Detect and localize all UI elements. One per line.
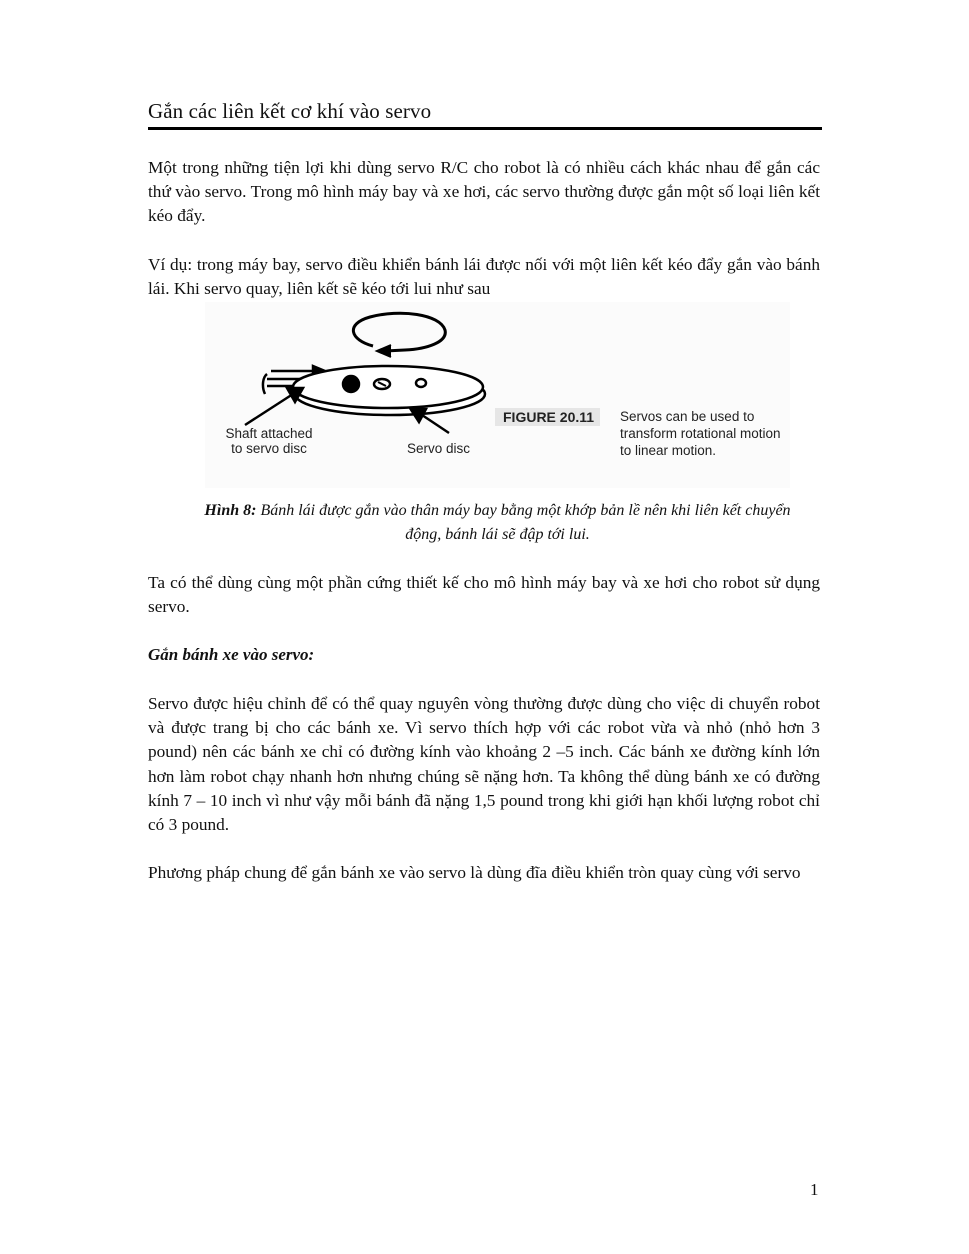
heading-rule: [148, 127, 822, 130]
servo-disc-icon: [293, 366, 485, 415]
figure-number: FIGURE 20.11: [495, 408, 600, 426]
subheading-wheels: Gắn bánh xe vào servo:: [148, 645, 315, 664]
paragraph-example: Ví dụ: trong máy bay, servo điều khiển bánh lái được nối với một liên kết kéo đẩy gắn vào bánh lái. Khi servo quay, liên kết sẽ kéo tới lui như sau: [148, 255, 820, 299]
shaft-label: [219, 426, 319, 456]
caption-text: Bánh lái được gắn vào thân máy bay bằng một khớp bản lề nên khi liên kết chuyển động, bánh lái sẽ đập tới lui.: [260, 502, 791, 543]
paragraph-hardware: Ta có thể dùng cùng một phần cứng thiết kế cho mô hình máy bay và xe hơi cho robot sử dụng servo.: [148, 573, 820, 617]
paragraph-intro: Một trong những tiện lợi khi dùng servo R/C cho robot là có nhiều cách khác nhau để gắn các thứ vào servo. Trong mô hình máy bay và xe hơi, các servo thường được gắn một số loại liên kết kéo đẩy.: [148, 158, 820, 226]
paragraph-wheels: Servo được hiệu chỉnh để có thể quay nguyên vòng thường được dùng cho việc di chuyển robot và được trang bị cho các bánh xe. Vì servo thích hợp với các robot vừa và nhỏ (nhỏ hơn 3 pound) nên các bánh xe chỉ có đường kính vào khoảng 2 –5 inch. Các bánh xe đường kính lớn hơn làm robot chạy nhanh hơn nhưng chúng sẽ nặng hơn. Ta không thể dùng bánh xe có đường kính 7 – 10 inch vì như vậy mỗi bánh đã nặng 1,5 pound trong khi giới hạn khối lượng robot chỉ có 3 pound.: [148, 694, 820, 835]
page-number: 1: [810, 1180, 819, 1199]
figure-description: Servos can be used to transform rotational motion to linear motion.: [620, 409, 781, 458]
disc-label: Servo disc: [407, 441, 471, 456]
caption-label: Hình 8:: [204, 502, 257, 519]
paragraph-method: Phương pháp chung để gắn bánh xe vào servo là dùng đĩa điều khiển tròn quay cùng với servo: [148, 863, 801, 882]
rotation-arrow-icon: [353, 313, 445, 357]
shaft-label-line-1: Shaft attached: [225, 426, 313, 441]
section-heading: Gắn các liên kết cơ khí vào servo: [148, 99, 432, 123]
servo-figure: [205, 302, 790, 488]
servo-diagram: [205, 302, 790, 488]
figure-caption: [190, 499, 805, 547]
shaft-label-line-2: to servo disc: [231, 441, 307, 456]
